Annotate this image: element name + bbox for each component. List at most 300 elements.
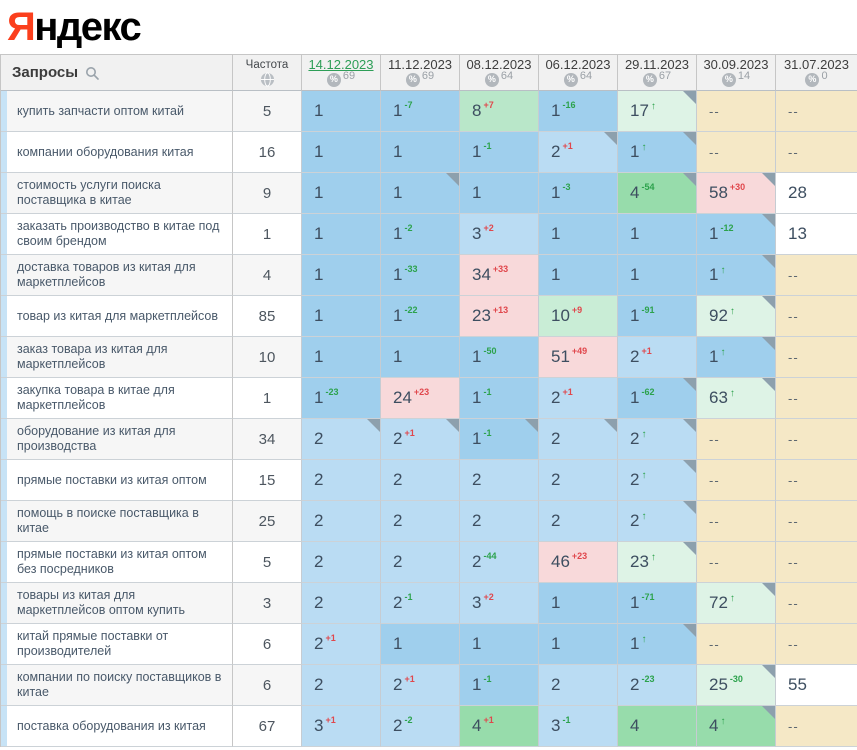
table-row [1, 255, 857, 296]
frequency-cell [233, 706, 302, 747]
position-cell[interactable] [302, 583, 381, 624]
table-row [1, 419, 857, 460]
new-entry-arrow-icon: ↑ [729, 387, 735, 399]
position-change: -16 [562, 100, 576, 110]
position-change: -1 [483, 141, 492, 151]
date-link[interactable]: 31.07.2023 [783, 56, 850, 72]
position-cell[interactable] [460, 624, 539, 665]
position-cell[interactable] [539, 665, 618, 706]
new-entry-arrow-icon: ↑ [641, 141, 647, 153]
position-cell[interactable] [381, 173, 460, 214]
position-cell[interactable] [776, 419, 857, 460]
query-cell[interactable] [1, 542, 233, 583]
percent-value: 14 [737, 70, 751, 83]
position-value: 55 [788, 675, 807, 694]
position-cell[interactable] [381, 624, 460, 665]
query-cell[interactable] [1, 255, 233, 296]
position-value: -- [788, 554, 799, 570]
position-cell[interactable] [381, 296, 460, 337]
position-value: 1 [314, 101, 324, 120]
visibility-percent [406, 70, 435, 87]
position-cell[interactable] [618, 132, 697, 173]
position-cell[interactable] [776, 665, 857, 706]
position-cell[interactable] [539, 337, 618, 378]
position-cell[interactable] [381, 91, 460, 132]
position-value: -- [788, 308, 799, 324]
percent-value: 67 [658, 70, 672, 83]
position-cell[interactable] [697, 91, 776, 132]
position-cell[interactable] [539, 173, 618, 214]
position-value: 2 [551, 511, 561, 530]
position-value: 46 [551, 552, 570, 571]
position-cell[interactable] [618, 214, 697, 255]
table-row [1, 173, 857, 214]
query-text: помощь в поиске поставщика в китае [17, 506, 199, 535]
position-cell[interactable] [539, 91, 618, 132]
query-cell[interactable] [1, 132, 233, 173]
position-value: 2 [314, 552, 324, 571]
position-value: 2 [393, 429, 403, 448]
position-cell[interactable] [776, 624, 857, 665]
position-cell[interactable] [618, 91, 697, 132]
position-cell[interactable] [618, 542, 697, 583]
queries-header-label: Запросы [12, 64, 79, 81]
position-cell[interactable] [776, 501, 857, 542]
position-cell[interactable] [697, 706, 776, 747]
visibility-percent [564, 70, 593, 87]
position-cell[interactable] [302, 132, 381, 173]
frequency-value: 4 [262, 266, 272, 284]
yandex-logo[interactable] [7, 7, 140, 47]
position-cell[interactable] [460, 132, 539, 173]
position-cell[interactable] [381, 583, 460, 624]
position-value: 2 [472, 511, 482, 530]
corner-marker-icon [446, 173, 459, 186]
query-text: закупка товара в китае для маркетплейсов [17, 383, 175, 412]
position-cell[interactable] [460, 583, 539, 624]
visibility-percent [805, 70, 828, 87]
corner-marker-icon [762, 583, 775, 596]
position-change: -71 [641, 592, 655, 602]
position-value: 1 [709, 224, 719, 243]
query-text: поставка оборудования из китая [17, 718, 206, 733]
position-value: 2 [314, 593, 324, 612]
position-cell[interactable] [460, 91, 539, 132]
query-text: китай прямые поставки от производителей [17, 629, 169, 658]
position-cell[interactable] [302, 460, 381, 501]
positions-table [0, 54, 857, 747]
position-value: 1 [551, 593, 561, 612]
query-cell[interactable] [1, 624, 233, 665]
position-change: +9 [571, 305, 583, 315]
position-value: 4 [630, 183, 640, 202]
position-change: -44 [483, 551, 497, 561]
position-cell[interactable] [460, 214, 539, 255]
position-cell[interactable] [460, 378, 539, 419]
frequency-value: 5 [262, 553, 272, 571]
position-cell[interactable] [460, 542, 539, 583]
position-cell[interactable] [697, 132, 776, 173]
position-cell[interactable] [697, 583, 776, 624]
position-value: 28 [788, 183, 807, 202]
query-cell[interactable] [1, 501, 233, 542]
query-cell[interactable] [1, 337, 233, 378]
position-change: -1 [483, 387, 492, 397]
frequency-cell [233, 214, 302, 255]
position-cell[interactable] [460, 665, 539, 706]
query-cell[interactable] [1, 419, 233, 460]
position-cell[interactable] [697, 378, 776, 419]
position-change: -62 [641, 387, 655, 397]
position-value: 1 [393, 224, 403, 243]
position-cell[interactable] [381, 501, 460, 542]
table-body [1, 91, 857, 747]
corner-marker-icon [683, 173, 696, 186]
date-link[interactable]: 29.11.2023 [624, 56, 690, 72]
position-cell[interactable] [302, 173, 381, 214]
frequency-value: 9 [262, 184, 272, 202]
position-cell[interactable] [776, 173, 857, 214]
query-cell[interactable] [1, 91, 233, 132]
position-cell[interactable] [302, 419, 381, 460]
position-change: -1 [483, 428, 492, 438]
frequency-value: 25 [258, 512, 276, 530]
position-cell[interactable] [618, 337, 697, 378]
position-cell[interactable] [460, 255, 539, 296]
date-link[interactable]: 06.12.2023 [545, 56, 611, 72]
position-value: 2 [393, 552, 403, 571]
frequency-header-label: Частота [245, 58, 289, 71]
position-cell[interactable] [381, 214, 460, 255]
position-value: -- [709, 103, 720, 119]
position-cell[interactable] [618, 706, 697, 747]
corner-marker-icon [683, 460, 696, 473]
frequency-value: 85 [258, 307, 276, 325]
position-cell[interactable] [302, 214, 381, 255]
percent-icon: % [485, 73, 499, 87]
frequency-cell [233, 173, 302, 214]
position-cell[interactable] [697, 501, 776, 542]
position-cell[interactable] [697, 419, 776, 460]
corner-marker-icon [762, 173, 775, 186]
position-cell[interactable] [618, 378, 697, 419]
position-cell[interactable] [302, 91, 381, 132]
position-value: 1 [314, 265, 324, 284]
position-cell[interactable] [697, 542, 776, 583]
position-change: -3 [562, 182, 571, 192]
position-value: 1 [630, 634, 640, 653]
position-value: 2 [314, 511, 324, 530]
position-cell[interactable] [539, 460, 618, 501]
corner-marker-icon [683, 624, 696, 637]
position-cell[interactable] [618, 296, 697, 337]
frequency-cell [233, 255, 302, 296]
position-change: +1 [562, 141, 573, 151]
visibility-percent [327, 70, 356, 87]
visibility-percent [722, 70, 751, 87]
position-change: -12 [720, 223, 734, 233]
position-value: 1 [551, 183, 561, 202]
position-value: 2 [314, 675, 324, 694]
position-value: 1 [551, 224, 561, 243]
position-value: 4 [630, 716, 640, 735]
percent-value: 64 [579, 70, 593, 83]
position-value: 1 [551, 634, 561, 653]
query-text: купить запчасти оптом китай [17, 103, 184, 118]
position-value: 1 [314, 142, 324, 161]
position-cell[interactable] [539, 501, 618, 542]
position-cell[interactable] [697, 255, 776, 296]
table-row [1, 665, 857, 706]
position-cell[interactable] [381, 542, 460, 583]
position-cell[interactable] [697, 214, 776, 255]
position-change: +13 [492, 305, 509, 315]
position-cell[interactable] [460, 706, 539, 747]
position-cell[interactable] [381, 419, 460, 460]
position-value: 1 [551, 101, 561, 120]
position-cell[interactable] [697, 337, 776, 378]
frequency-value: 67 [258, 717, 276, 735]
visibility-percent [485, 70, 514, 87]
position-cell[interactable] [539, 706, 618, 747]
query-text: компании оборудования китая [17, 144, 194, 159]
position-value: 1 [314, 388, 324, 407]
corner-marker-icon [683, 501, 696, 514]
query-cell[interactable] [1, 706, 233, 747]
corner-marker-icon [683, 132, 696, 145]
position-cell[interactable] [460, 173, 539, 214]
position-cell[interactable] [302, 665, 381, 706]
search-icon[interactable] [85, 66, 99, 80]
position-value: 1 [630, 306, 640, 325]
position-change: -2 [404, 223, 413, 233]
position-value: -- [788, 636, 799, 652]
position-change: +49 [571, 346, 588, 356]
position-cell[interactable] [381, 255, 460, 296]
percent-icon: % [406, 73, 420, 87]
date-column-header [618, 55, 697, 91]
corner-marker-icon [762, 296, 775, 309]
position-value: 1 [393, 634, 403, 653]
position-cell[interactable] [381, 460, 460, 501]
position-cell[interactable] [697, 173, 776, 214]
visibility-percent [643, 70, 672, 87]
position-cell[interactable] [539, 583, 618, 624]
query-text: компании по поиску поставщиков в китае [17, 670, 222, 699]
percent-icon: % [643, 73, 657, 87]
position-cell[interactable] [539, 132, 618, 173]
date-link[interactable]: 30.09.2023 [703, 56, 769, 72]
position-change: +23 [571, 551, 588, 561]
position-cell[interactable] [539, 378, 618, 419]
position-cell[interactable] [381, 378, 460, 419]
percent-icon: % [722, 73, 736, 87]
position-cell[interactable] [460, 460, 539, 501]
frequency-column-header [233, 55, 302, 91]
corner-marker-icon [683, 419, 696, 432]
position-value: 10 [551, 306, 570, 325]
position-cell[interactable] [381, 337, 460, 378]
table-row [1, 132, 857, 173]
position-cell[interactable] [460, 296, 539, 337]
position-cell[interactable] [776, 542, 857, 583]
position-cell[interactable] [618, 624, 697, 665]
position-cell[interactable] [302, 501, 381, 542]
query-cell[interactable] [1, 583, 233, 624]
position-cell[interactable] [618, 419, 697, 460]
position-cell[interactable] [539, 296, 618, 337]
position-value: -- [788, 390, 799, 406]
query-cell[interactable] [1, 173, 233, 214]
position-change: -23 [325, 387, 339, 397]
position-value: 1 [314, 183, 324, 202]
position-value: -- [709, 472, 720, 488]
position-value: -- [788, 718, 799, 734]
position-cell[interactable] [697, 460, 776, 501]
position-cell[interactable] [618, 460, 697, 501]
position-cell[interactable] [539, 542, 618, 583]
date-column-header [776, 55, 857, 91]
position-change: -91 [641, 305, 655, 315]
position-value: 23 [630, 552, 649, 571]
position-value: 1 [709, 265, 719, 284]
position-value: -- [788, 267, 799, 283]
position-value: -- [788, 144, 799, 160]
query-text: товар из китая для маркетплейсов [17, 308, 219, 323]
table-row [1, 296, 857, 337]
position-cell[interactable] [776, 337, 857, 378]
position-cell[interactable] [618, 173, 697, 214]
position-value: 2 [630, 347, 640, 366]
query-cell[interactable] [1, 296, 233, 337]
percent-value: 0 [821, 70, 828, 83]
position-value: -- [788, 431, 799, 447]
position-value: 8 [472, 101, 482, 120]
position-change: -30 [729, 674, 743, 684]
position-cell[interactable] [381, 665, 460, 706]
position-value: 4 [472, 716, 482, 735]
percent-value: 69 [421, 70, 435, 83]
position-value: 2 [630, 511, 640, 530]
position-cell[interactable] [381, 132, 460, 173]
position-value: 2 [314, 470, 324, 489]
position-value: 2 [393, 593, 403, 612]
position-cell[interactable] [539, 419, 618, 460]
position-cell[interactable] [776, 296, 857, 337]
position-value: 2 [393, 470, 403, 489]
date-link[interactable]: 11.12.2023 [387, 56, 453, 72]
position-cell[interactable] [539, 214, 618, 255]
position-value: -- [709, 554, 720, 570]
position-cell[interactable] [697, 296, 776, 337]
position-cell[interactable] [302, 296, 381, 337]
date-column-header [539, 55, 618, 91]
position-cell[interactable] [776, 460, 857, 501]
position-cell[interactable] [539, 624, 618, 665]
position-cell[interactable] [302, 255, 381, 296]
position-cell[interactable] [618, 501, 697, 542]
position-cell[interactable] [776, 214, 857, 255]
date-column-header [460, 55, 539, 91]
position-value: 1 [709, 347, 719, 366]
frequency-cell [233, 665, 302, 706]
new-entry-arrow-icon: ↑ [641, 469, 647, 481]
position-value: -- [709, 144, 720, 160]
corner-marker-icon [762, 214, 775, 227]
position-cell[interactable] [460, 419, 539, 460]
position-cell[interactable] [539, 255, 618, 296]
position-cell[interactable] [776, 91, 857, 132]
position-change: -33 [404, 264, 418, 274]
query-cell[interactable] [1, 460, 233, 501]
date-column-header [381, 55, 460, 91]
logo-rest: ндекс [34, 5, 141, 49]
query-cell[interactable] [1, 378, 233, 419]
position-cell[interactable] [776, 706, 857, 747]
position-cell[interactable] [302, 706, 381, 747]
date-link[interactable]: 08.12.2023 [466, 56, 532, 72]
query-cell[interactable] [1, 214, 233, 255]
position-value: 72 [709, 593, 728, 612]
corner-marker-icon [604, 419, 617, 432]
query-cell[interactable] [1, 665, 233, 706]
position-cell[interactable] [302, 337, 381, 378]
position-cell[interactable] [302, 542, 381, 583]
position-cell[interactable] [776, 255, 857, 296]
position-cell[interactable] [618, 583, 697, 624]
position-cell[interactable] [697, 665, 776, 706]
new-entry-arrow-icon: ↑ [720, 264, 726, 276]
position-value: 1 [630, 265, 640, 284]
position-value: 58 [709, 183, 728, 202]
date-link[interactable]: 14.12.2023 [308, 56, 374, 72]
position-cell[interactable] [381, 706, 460, 747]
table-row [1, 542, 857, 583]
frequency-cell [233, 378, 302, 419]
position-cell[interactable] [776, 132, 857, 173]
position-cell[interactable] [776, 583, 857, 624]
position-change: +2 [483, 592, 494, 602]
new-entry-arrow-icon: ↑ [650, 100, 656, 112]
position-value: 1 [472, 347, 482, 366]
position-value: 2 [630, 429, 640, 448]
position-cell[interactable] [618, 665, 697, 706]
position-cell[interactable] [697, 624, 776, 665]
position-value: 2 [551, 470, 561, 489]
position-value: 2 [630, 675, 640, 694]
frequency-value: 10 [258, 348, 276, 366]
query-text: прямые поставки из китая оптом [17, 472, 207, 487]
position-value: 2 [630, 470, 640, 489]
position-cell[interactable] [302, 624, 381, 665]
position-value: 1 [314, 306, 324, 325]
position-value: 1 [393, 347, 403, 366]
frequency-value: 5 [262, 102, 272, 120]
position-cell[interactable] [302, 378, 381, 419]
position-cell[interactable] [460, 501, 539, 542]
corner-marker-icon [762, 706, 775, 719]
query-text: прямые поставки из китая оптом без посредников [17, 547, 207, 576]
frequency-cell [233, 296, 302, 337]
position-value: 2 [314, 634, 324, 653]
position-cell[interactable] [618, 255, 697, 296]
position-cell[interactable] [460, 337, 539, 378]
corner-marker-icon [367, 419, 380, 432]
position-cell[interactable] [776, 378, 857, 419]
frequency-cell [233, 132, 302, 173]
position-value: 1 [393, 142, 403, 161]
position-value: -- [788, 103, 799, 119]
